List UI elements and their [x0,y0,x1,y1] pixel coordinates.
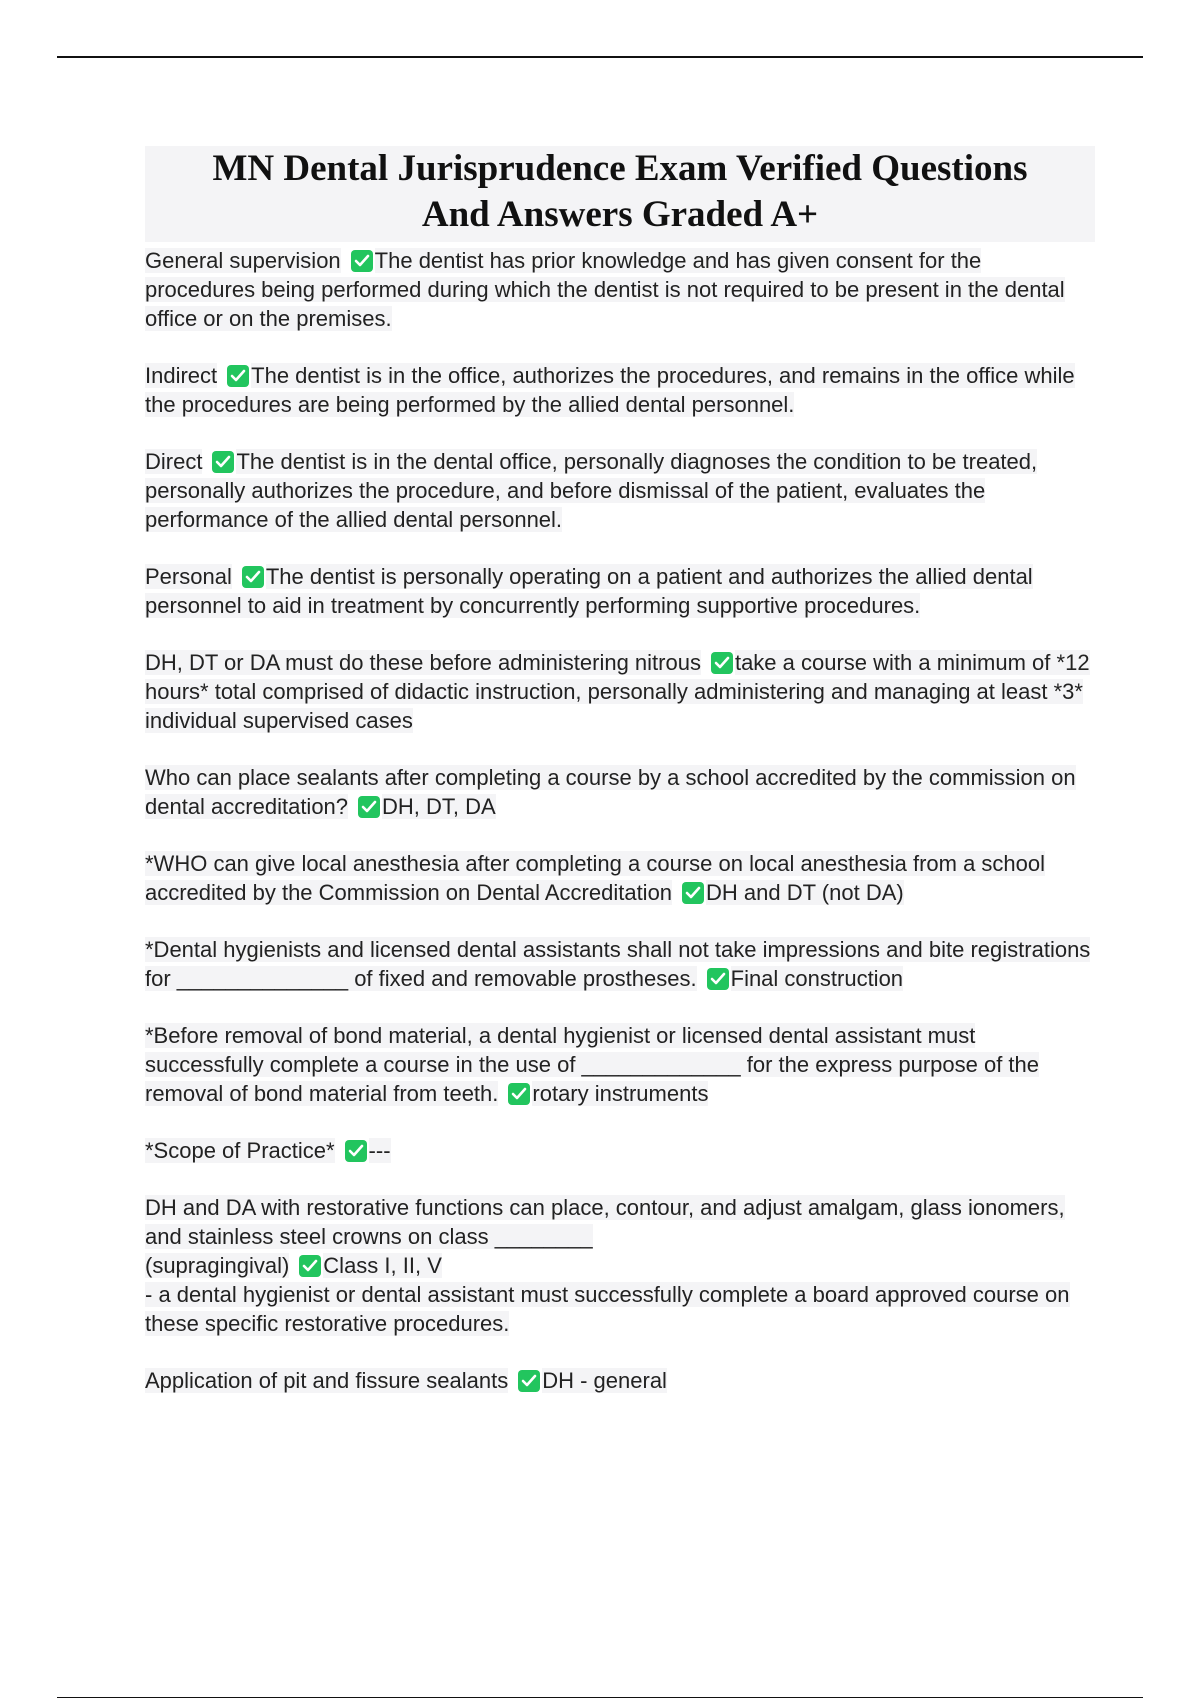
answer-text: take a course with a minimum of *12 hours* total comprised of didactic instruction, personally administering and managing at least *3* individual supervised cases [145,650,1090,733]
question-text: Indirect [145,363,218,388]
qa-item [145,1021,1095,1108]
check-icon [682,882,704,904]
check-icon [212,451,234,473]
check-icon [227,365,249,387]
question-text: *Dental hygienists and licensed dental assistants shall not take impressions and bite registrations for ______________ of fixed and removable prostheses. [145,937,1091,991]
qa-item [145,246,1095,333]
check-icon [518,1370,540,1392]
question-text: DH, DT or DA must do these before administering nitrous [145,650,701,675]
bottom-rule [57,1697,1143,1698]
qa-item [145,562,1095,620]
qa-item [145,935,1095,993]
check-icon [711,652,733,674]
question-text: Application of pit and fissure sealants [145,1368,509,1393]
qa-item [145,447,1095,534]
note-text: - a dental hygienist or dental assistant must successfully complete a board approved course on these specific restorative procedures. [145,1282,1070,1336]
question-text: Direct [145,449,203,474]
question-text: Who can place sealants after completing a course by a school accredited by the commission on dental accreditation? [145,765,1076,819]
answer-text: rotary instruments [532,1081,709,1106]
answer-text: DH, DT, DA [382,794,496,819]
title-line-1: MN Dental Jurisprudence Exam Verified Questions [212,148,1028,189]
question-text: *Before removal of bond material, a dental hygienist or licensed dental assistant must successfully complete a course in the use of _____________ for the express purpose of the removal of bond material from teeth. [145,1023,1040,1106]
answer-text: DH and DT (not DA) [706,880,904,905]
title-line-2: And Answers Graded A+ [421,194,819,235]
check-icon [508,1083,530,1105]
qa-item [145,648,1095,735]
document-title [145,146,1095,242]
answer-text: --- [368,1138,391,1163]
question-text: *WHO can give local anesthesia after completing a course on local anesthesia from a school accredited by the Commission on Dental Accreditation [145,851,1046,905]
qa-item-restorative [145,1193,1095,1338]
qa-item [145,1136,1095,1165]
document-body [145,146,1095,1423]
question-text-cont: (supragingival) [145,1253,290,1278]
qa-list [145,246,1095,1165]
question-text: Personal [145,564,232,589]
answer-text: The dentist is in the dental office, personally diagnoses the condition to be treated, personally authorizes the procedure, and before dismissal of the patient, evaluates the performance of the allied dental personnel. [145,449,1038,532]
question-text: General supervision [145,248,341,273]
check-icon [299,1255,321,1277]
check-icon [351,250,373,272]
answer-text: The dentist is personally operating on a patient and authorizes the allied dental personnel to aid in treatment by concurrently performing supportive procedures. [145,564,1033,618]
qa-item [145,849,1095,907]
check-icon [707,968,729,990]
qa-item [145,361,1095,419]
qa-item [145,763,1095,821]
qa-item-sealants [145,1366,1095,1395]
answer-text: Class I, II, V [323,1253,442,1278]
question-text: *Scope of Practice* [145,1138,335,1163]
check-icon [345,1140,367,1162]
top-rule [57,56,1143,58]
answer-text: The dentist has prior knowledge and has given consent for the procedures being performed during which the dentist is not required to be present in the dental office or on the premises. [145,248,1065,331]
question-text: DH and DA with restorative functions can place, contour, and adjust amalgam, glass ionomers, and stainless steel crowns on class ________ [145,1195,1065,1249]
answer-text: The dentist is in the office, authorizes the procedures, and remains in the office while the procedures are being performed by the allied dental personnel. [145,363,1075,417]
answer-text: DH - general [542,1368,667,1393]
check-icon [242,566,264,588]
answer-text: Final construction [730,966,904,991]
check-icon [358,796,380,818]
